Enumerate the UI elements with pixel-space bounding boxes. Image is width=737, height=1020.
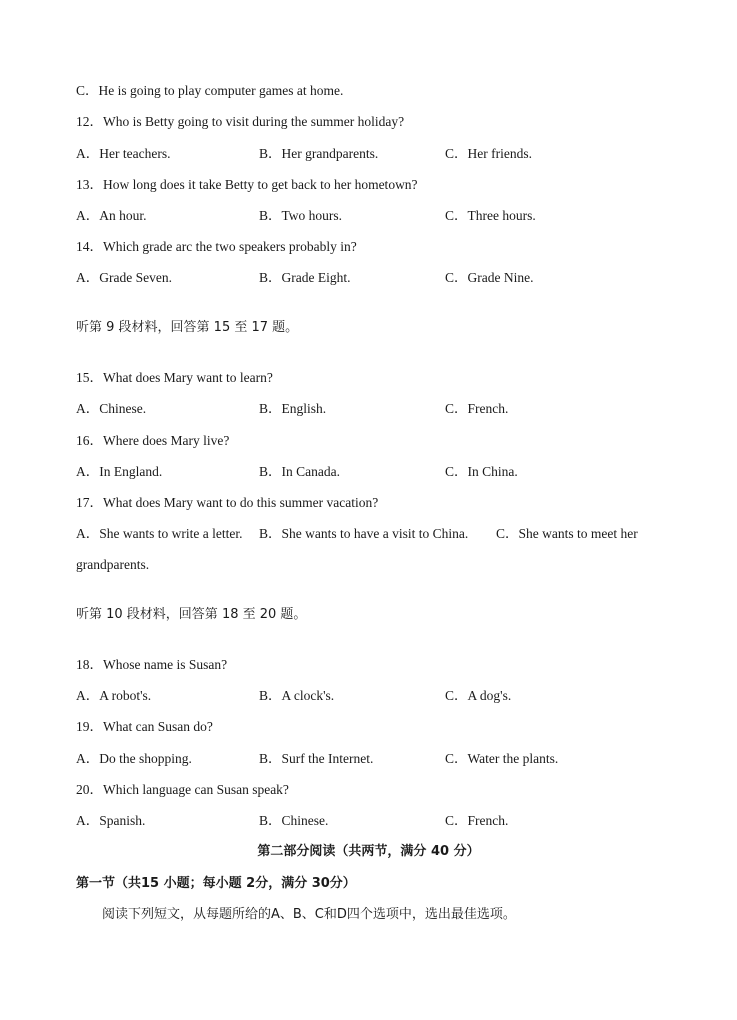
q11-option-c: C．He is going to play computer games at home. (76, 83, 344, 98)
q13-option-b: B．Two hours. (259, 208, 343, 223)
q18-option-c: C．A dog's. (445, 688, 512, 703)
q15-option-b: B．English. (259, 401, 327, 416)
q14-question: 14．Which grade arc the two speakers probably in? (76, 239, 357, 254)
q14-option-c: C．Grade Nine. (445, 270, 534, 285)
q20-options (0, 812, 737, 830)
q15-options (0, 400, 737, 418)
q13-option-a: A．An hour. (76, 208, 147, 223)
q20-option-c: C．French. (445, 813, 509, 828)
q12-option-a: A．Her teachers. (76, 146, 171, 161)
section-9-heading: 听第 9 段材料，回答第 15 至 17 题。 (76, 320, 299, 335)
q20-option-b: B．Chinese. (259, 813, 329, 828)
q16-option-c: C．In China. (445, 464, 518, 479)
q19-option-b: B．Surf the Internet. (259, 751, 374, 766)
q17-options (0, 525, 737, 543)
q19-question: 19．What can Susan do? (76, 719, 213, 734)
section-10-heading: 听第 10 段材料，回答第 18 至 20 题。 (76, 607, 307, 622)
q12-option-b: B．Her grandparents. (259, 146, 379, 161)
part-2-title: 第二部分阅读（共两节，满分 40 分） (257, 844, 480, 859)
q17-option-a: A．She wants to write a letter. (76, 526, 243, 541)
q13-options (0, 207, 737, 225)
q13-question: 13．How long does it take Betty to get back to her hometown? (76, 177, 418, 192)
section-1-title: 第一节（共15 小题；每小题 2分，满分 30分） (76, 876, 356, 891)
q15-option-a: A．Chinese. (76, 401, 147, 416)
q15-option-c: C．French. (445, 401, 509, 416)
q16-option-a: A．In England. (76, 464, 163, 479)
q12-options (0, 145, 737, 163)
q17-option-c-continued: grandparents. (76, 557, 150, 572)
q12-question: 12．Who is Betty going to visit during the summer holiday? (76, 114, 405, 129)
q20-option-a: A．Spanish. (76, 813, 146, 828)
q16-option-b: B．In Canada. (259, 464, 340, 479)
q13-option-c: C．Three hours. (445, 208, 536, 223)
q19-options (0, 750, 737, 768)
q14-option-b: B．Grade Eight. (259, 270, 351, 285)
q12-option-c: C．Her friends. (445, 146, 532, 161)
q14-option-a: A．Grade Seven. (76, 270, 172, 285)
q19-option-c: C．Water the plants. (445, 751, 559, 766)
q14-options (0, 269, 737, 287)
q18-options (0, 687, 737, 705)
q20-question: 20．Which language can Susan speak? (76, 782, 289, 797)
q18-option-a: A．A robot's. (76, 688, 152, 703)
q16-options (0, 463, 737, 481)
q17-question: 17．What does Mary want to do this summer vacation? (76, 495, 379, 510)
q18-question: 18．Whose name is Susan? (76, 657, 228, 672)
q17-option-b: B．She wants to have a visit to China. (259, 526, 469, 541)
q17-option-c: C．She wants to meet her (496, 526, 638, 541)
q18-option-b: B．A clock's. (259, 688, 335, 703)
q19-option-a: A．Do the shopping. (76, 751, 192, 766)
reading-instruction: 阅读下列短文，从每题所给的A、B、C和D四个选项中，选出最佳选项。 (102, 907, 516, 922)
q15-question: 15．What does Mary want to learn? (76, 370, 273, 385)
q16-question: 16．Where does Mary live? (76, 433, 230, 448)
